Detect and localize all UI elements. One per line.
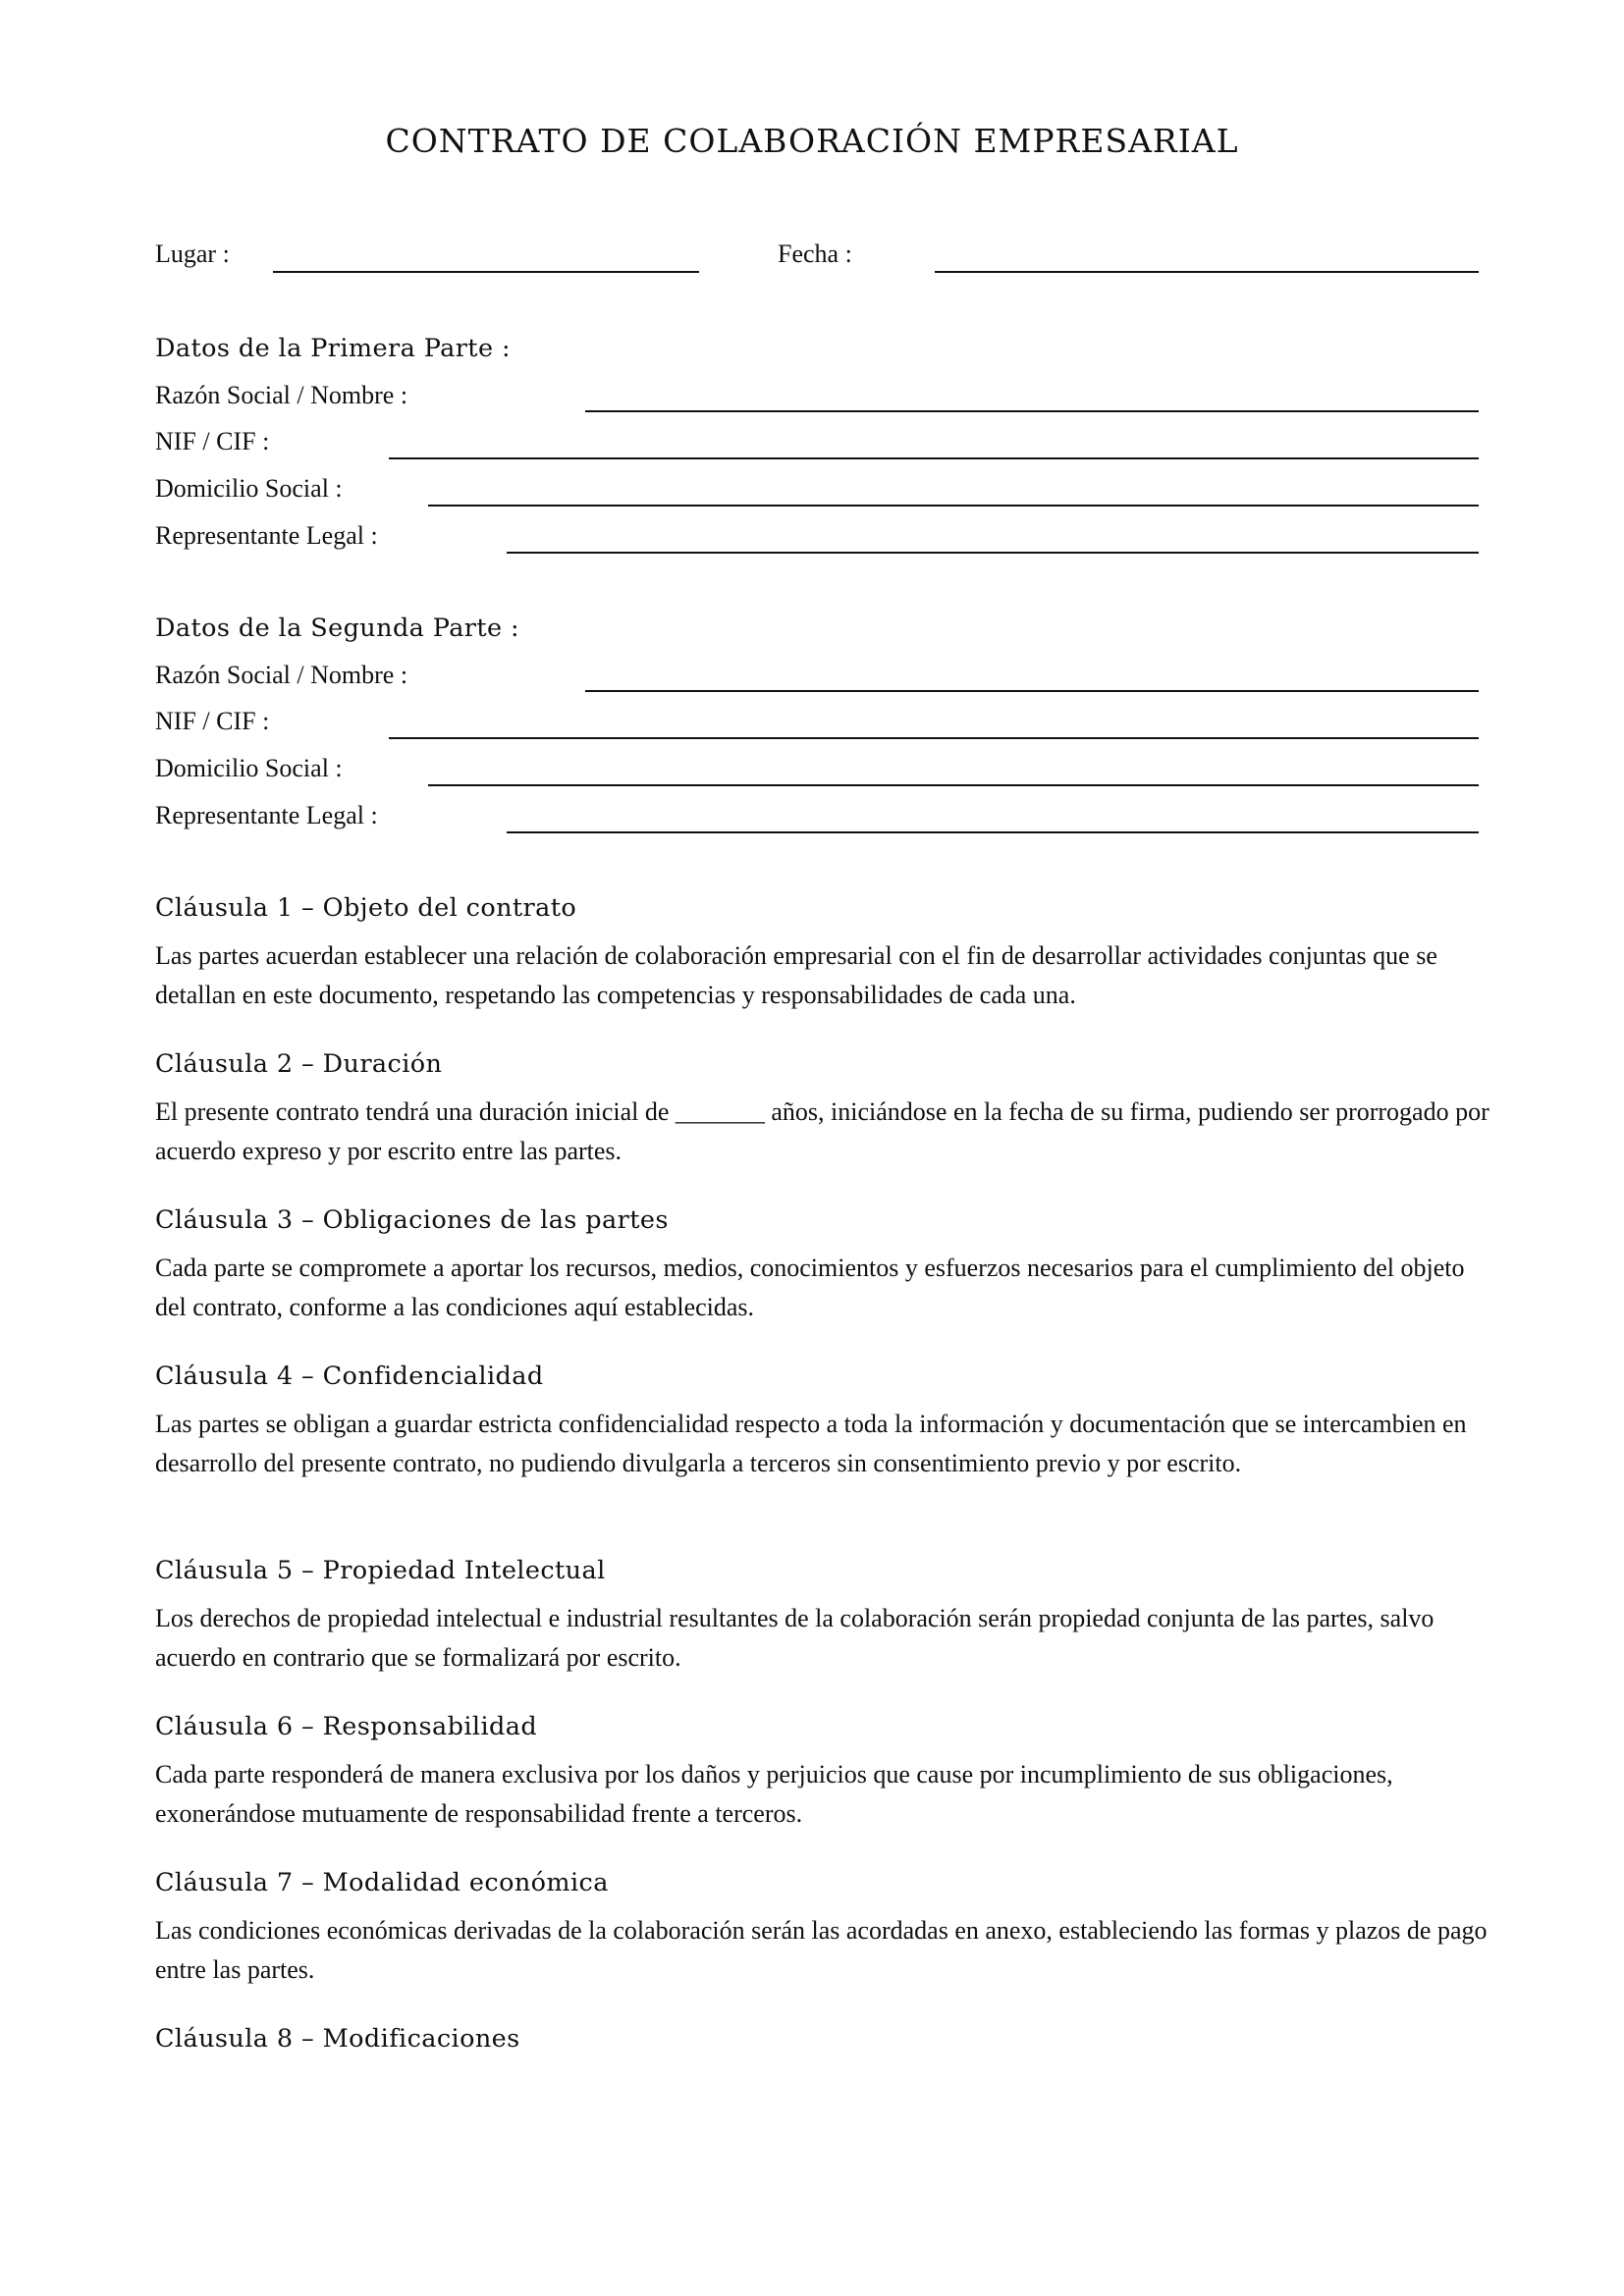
clause-2-text: El presente contrato tendrá una duración inicial de _______ años, iniciándose en la fecha de su firma, pudiendo ser prorrogado por acuerdo expreso y por escrito entre las partes. bbox=[155, 1097, 1489, 1165]
party2-name-label: Razón Social / Nombre : bbox=[155, 661, 408, 689]
party1-name-field-line[interactable] bbox=[585, 410, 1479, 412]
clause-2-title: Cláusula 2 – Duración bbox=[155, 1049, 443, 1079]
party2-address-label: Domicilio Social : bbox=[155, 754, 343, 782]
party1-address-field-line[interactable] bbox=[428, 505, 1479, 507]
date-label: Fecha : bbox=[778, 240, 852, 268]
party2-representative-field-line[interactable] bbox=[507, 831, 1479, 833]
party1-name-label: Razón Social / Nombre : bbox=[155, 381, 408, 409]
date-field-line[interactable] bbox=[935, 271, 1479, 273]
place-field-line[interactable] bbox=[273, 271, 699, 273]
clause-4-title: Cláusula 4 – Confidencialidad bbox=[155, 1362, 544, 1391]
clause-7-title: Cláusula 7 – Modalidad económica bbox=[155, 1868, 609, 1897]
party1-representative-field-line[interactable] bbox=[507, 552, 1479, 554]
party2-nif-label: NIF / CIF : bbox=[155, 707, 270, 735]
clause-3-title: Cláusula 3 – Obligaciones de las partes bbox=[155, 1205, 669, 1235]
place-label: Lugar : bbox=[155, 240, 230, 268]
party1-representative-label: Representante Legal : bbox=[155, 521, 378, 550]
clause-7-text: Las condiciones económicas derivadas de la colaboración serán las acordadas en anexo, estableciendo las formas y plazos de pago entre las partes. bbox=[155, 1916, 1488, 1984]
party2-representative-label: Representante Legal : bbox=[155, 801, 378, 829]
clause-3-text: Cada parte se compromete a aportar los recursos, medios, conocimientos y esfuerzos necesarios para el cumplimiento del objeto del contrato, conforme a las condiciones aquí establecidas. bbox=[155, 1254, 1465, 1321]
clause-1-title: Cláusula 1 – Objeto del contrato bbox=[155, 893, 577, 923]
clause-6-text: Cada parte responderá de manera exclusiva por los daños y perjuicios que cause por incumplimiento de sus obligaciones, exonerándose mutuamente de responsabilidad frente a terceros. bbox=[155, 1760, 1393, 1828]
party2-nif-field-line[interactable] bbox=[389, 737, 1479, 739]
clause-5-text: Los derechos de propiedad intelectual e industrial resultantes de la colaboración serán propiedad conjunta de las partes, salvo acuerdo en contrario que se formalizará por escrito. bbox=[155, 1604, 1435, 1672]
clause-1-text: Las partes acuerdan establecer una relación de colaboración empresarial con el fin de desarrollar actividades conjuntas que se detallan en este documento, respetando las competencias y responsabilidades de cada una. bbox=[155, 941, 1437, 1009]
party2-name-field-line[interactable] bbox=[585, 690, 1479, 692]
clause-8-title: Cláusula 8 – Modificaciones bbox=[155, 2024, 520, 2054]
party1-address-label: Domicilio Social : bbox=[155, 474, 343, 503]
party1-heading: Datos de la Primera Parte : bbox=[155, 334, 511, 363]
party2-address-field-line[interactable] bbox=[428, 784, 1479, 786]
clause-4-text: Las partes se obligan a guardar estricta confidencialidad respecto a toda la información y documentación que se intercambien en desarrollo del presente contrato, no pudiendo divulgarla a terceros sin consentimiento previo y por escrito. bbox=[155, 1410, 1467, 1477]
party1-nif-field-line[interactable] bbox=[389, 457, 1479, 459]
document-title: CONTRATO DE COLABORACIÓN EMPRESARIAL bbox=[385, 122, 1239, 160]
party2-heading: Datos de la Segunda Parte : bbox=[155, 614, 520, 643]
party1-nif-label: NIF / CIF : bbox=[155, 427, 270, 455]
clause-6-title: Cláusula 6 – Responsabilidad bbox=[155, 1712, 538, 1741]
clause-5-title: Cláusula 5 – Propiedad Intelectual bbox=[155, 1556, 606, 1585]
